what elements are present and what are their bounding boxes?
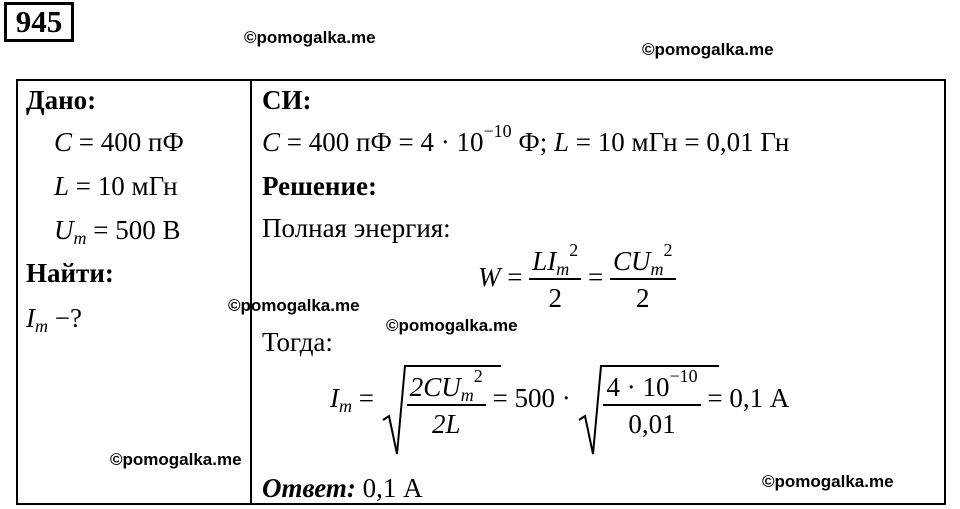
given-heading: Дано: (26, 85, 97, 115)
find-current: $I_m$ −? (26, 303, 82, 336)
solution-heading: Решение: (262, 171, 377, 201)
current-formula: $I_m$ = $\frac{2CU_m^2}{2L}$ = 500 · $\frac{4 \cdot 10^{-10}}{0,01}$ = 0,1 А (330, 362, 789, 440)
energy-formula: W = $\frac{LI_m^2}{2}$ = $\frac{CU_m^2}{2}$ (478, 246, 676, 314)
si-heading: СИ: (262, 85, 312, 115)
given-voltage: $U_m = 500$ В (54, 215, 181, 248)
given-capacitance: C = 400 пФ (54, 127, 184, 157)
problem-number: 945 (4, 2, 74, 42)
sqrt-sign-1-icon (381, 362, 501, 458)
then-label: Тогда: (262, 327, 333, 357)
watermark-4: ©pomogalka.me (386, 316, 518, 335)
answer-line: Ответ: 0,1 А (262, 473, 423, 503)
energy-fraction-1: $\frac{LI_m^2}{2}$ (529, 246, 581, 314)
watermark-3: ©pomogalka.me (228, 296, 360, 315)
energy-fraction-2: $\frac{CU_m^2}{2}$ (610, 246, 676, 314)
radical-1: $\frac{2CU_m^2}{2L}$ (381, 362, 486, 440)
watermark-2: ©pomogalka.me (642, 40, 774, 59)
watermark-1: ©pomogalka.me (244, 28, 376, 47)
radical-2: $\frac{4 \cdot 10^{-10}}{0,01}$ (577, 362, 700, 440)
find-heading: Найти: (26, 258, 114, 288)
watermark-5: ©pomogalka.me (110, 450, 242, 469)
table-divider (250, 79, 252, 505)
watermark-6: ©pomogalka.me (762, 472, 894, 491)
sqrt-sign-2-icon (577, 362, 719, 458)
given-inductance: L = 10 мГн (54, 171, 178, 201)
energy-label: Полная энергия: (262, 213, 451, 243)
si-conversion: C = 400 пФ = $4 \cdot 10^{-10}$ Ф; L = 10 мГн = 0,01 Гн (262, 121, 790, 157)
